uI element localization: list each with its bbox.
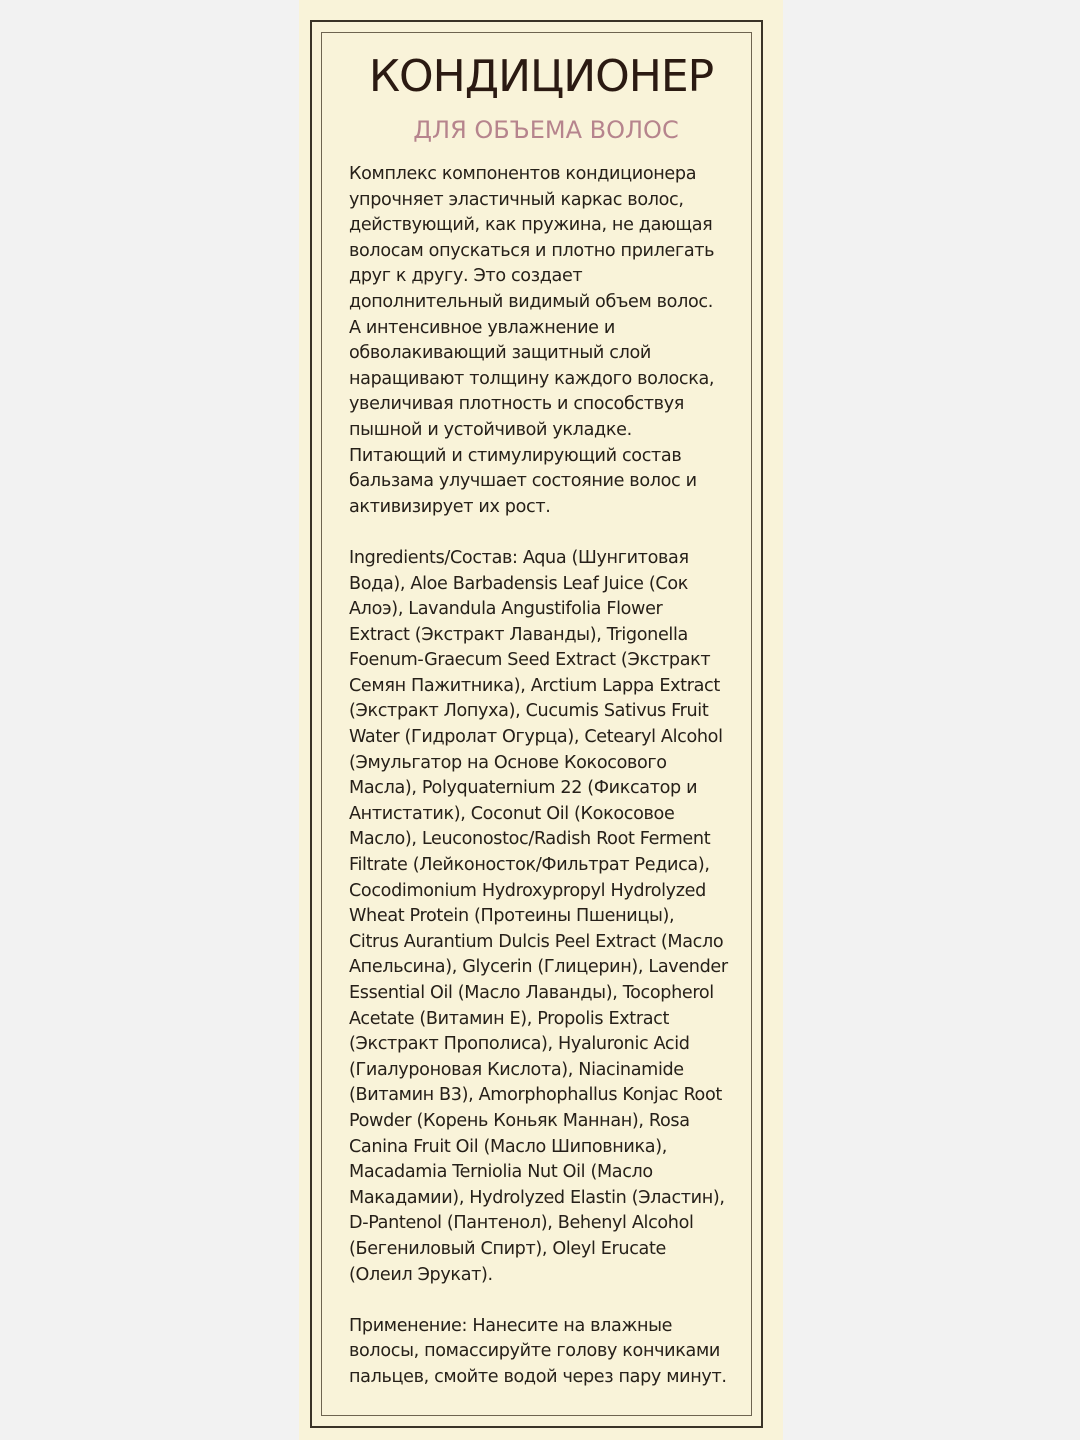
usage-instructions: Применение: Нанесите на влажные волосы, помассируйте голову кончиками пальцев, смойте водой через пару минут. (349, 1315, 727, 1387)
product-title: КОНДИЦИОНЕР (368, 51, 714, 102)
description-paragraph-1: Комплекс компонентов кондиционера упрочняет эластичный каркас волос, действующий, как пружина, не дающая волосам опускаться и плотно прилегать друг к другу. Это создает дополнительный видимый объем волос. А интенсивное увлажнение и обволакивающий защитный слой наращивают толщину каждого волоска, увеличивая плотность и способствуя пышной и устойчивой укладке. (349, 164, 715, 440)
ingredients-list: Ingredients/Состав: Aqua (Шунгитовая Вода), Aloe Barbadensis Leaf Juice (Сок Алоэ), Lavandula Angustifolia Flower Extract (Экстракт Лаванды), Trigonella Foenum-Graecum Seed Extract (Экстракт Семян Пажитника), Arctium Lappa Extract (Экстракт Лопуха), Cucumis Sativus Fruit Water (Гидролат Огурца), Cetearyl Alcohol (Эмульгатор на Основе Кокосового Масла), Polyquaternium 22 (Фиксатор и Антистатик), Coconut Oil (Кокосовое Масло), Leuconostoc/Radish Root Ferment Filtrate (Лейконосток/Фильтрат Редиса), Cocodimonium Hydroxypropyl Hydrolyzed Wheat Protein (Протеины Пшеницы), Citrus Aurantium Dulcis Peel Extract (Масло Апельсина), Glycerin (Глицерин), Lavender Essential Oil (Масло Лаванды), Tocopherol Acetate (Витамин Е), Propolis Extract (Экстракт Прополиса), Hyaluronic Acid (Гиалуроновая Кислота), Niacinamide (Витамин B3), Amorphophallus Konjac Root Powder (Корень Коньяк Маннан), Rosa Canina Fruit Oil (Масло Шиповника), Macadamia Terniolia Nut Oil (Масло Макадамии), Hydrolyzed Elastin (Эластин), D-Pantenol (Пантенол), Behenyl Alcohol (Бегениловый Спирт), Oleyl Erucate (Олеил Эрукат). (349, 547, 728, 1285)
label-text (349, 162, 741, 1391)
product-subtitle: ДЛЯ ОБЪЕМА ВОЛОС (413, 116, 679, 144)
product-label (299, 0, 783, 1440)
description-paragraph-2: Питающий и стимулирующий состав бальзама улучшает состояние волос и активизирует их рост. (349, 445, 697, 517)
